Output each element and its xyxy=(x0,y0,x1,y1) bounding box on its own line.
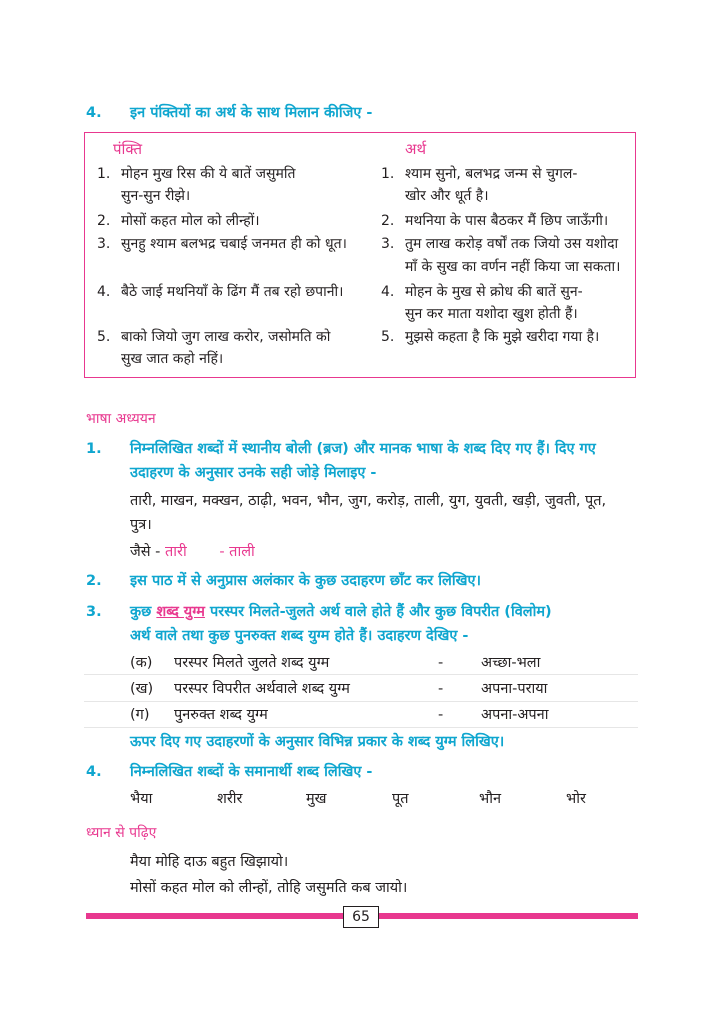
q3-row-kha-dash: - xyxy=(438,681,444,697)
example-word-b: - ताली xyxy=(219,544,255,560)
divider xyxy=(84,701,638,702)
item-number: 1. xyxy=(97,166,111,182)
footer-bar-left xyxy=(86,913,343,919)
q4-number: 4. xyxy=(86,764,102,780)
column-heading-pankti: पंक्ति xyxy=(113,140,142,158)
q1-words-line1: तारी, माखन, मक्खन, ठाढ़ी, भवन, भौन, जुग, करोड़, ताली, युग, युवती, खड़ी, जुवती, पूत, xyxy=(130,493,607,509)
item-text: बाको जियो जुग लाख करोर, जसोमति को xyxy=(121,329,331,345)
q4-word-4: पूत xyxy=(392,791,409,807)
q4-top-number: 4. xyxy=(86,105,102,121)
q3-number: 3. xyxy=(86,604,102,620)
q4-top-heading: इन पंक्तियों का अर्थ के साथ मिलान कीजिए - xyxy=(130,105,373,121)
q3-row-ga-dash: - xyxy=(438,707,444,723)
q4-word-6: भोर xyxy=(566,791,586,807)
q4-word-5: भौन xyxy=(479,791,501,807)
q3-row-ka-example: अच्छा-भला xyxy=(481,655,541,671)
left-item-2 xyxy=(97,210,260,232)
section-title-bhasha: भाषा अध्ययन xyxy=(86,411,156,427)
q1-number: 1. xyxy=(86,441,102,457)
q3-row-kha-example: अपना-पराया xyxy=(481,681,548,697)
left-item-5 xyxy=(97,326,330,348)
item-number: 2. xyxy=(381,213,395,229)
q3-row-ka xyxy=(130,651,329,675)
shabd-yugm-link[interactable]: शब्द युग्म xyxy=(156,604,205,620)
dhyan-line-1: मैया मोहि दाऊ बहुत खिझायो। xyxy=(130,854,289,870)
example-label: जैसे - xyxy=(130,544,161,560)
q3-line1-start: कुछ xyxy=(130,604,152,620)
page-number: 65 xyxy=(343,906,379,928)
item-text: सुनहु श्याम बलभद्र चबाई जनमत ही को धूत। xyxy=(121,236,347,252)
row-desc: पुनरुक्त शब्द युग्म xyxy=(174,707,268,723)
item-number: 4. xyxy=(97,284,111,300)
right-item-3 xyxy=(381,233,618,255)
item-text: मोहन के मुख से क्रोध की बातें सुन- xyxy=(405,284,583,300)
row-desc: परस्पर विपरीत अर्थवाले शब्द युग्म xyxy=(174,681,350,697)
item-number: 5. xyxy=(381,329,395,345)
item-number: 1. xyxy=(381,166,395,182)
divider xyxy=(84,727,638,728)
q1-example xyxy=(130,540,255,564)
dhyan-line-2: मोसों कहत मोल को लीन्हों, तोहि जसुमति कब जायो। xyxy=(130,880,408,896)
q4-text: निम्नलिखित शब्दों के समानार्थी शब्द लिखिए - xyxy=(130,764,373,780)
q4-word-3: मुख xyxy=(306,791,327,807)
example-word-a: तारी xyxy=(165,544,187,560)
q3-row-ga-example: अपना-अपना xyxy=(481,707,549,723)
divider xyxy=(84,674,638,675)
q2-text: इस पाठ में से अनुप्रास अलंकार के कुछ उदाहरण छाँट कर लिखिए। xyxy=(130,573,481,589)
row-label: (क) xyxy=(130,655,153,671)
item-text: मोहन मुख रिस की ये बातें जसुमति xyxy=(121,166,296,182)
item-number: 4. xyxy=(381,284,395,300)
q3-line1-rest: परस्पर मिलते-जुलते अर्थ वाले होते हैं और कुछ विपरीत (विलोम) xyxy=(210,604,552,620)
item-text: श्याम सुनो, बलभद्र जन्म से चुगल- xyxy=(405,166,578,182)
q3-row-kha xyxy=(130,677,350,701)
matching-table xyxy=(84,132,636,378)
right-item-1-cont: खोर और धूर्त है। xyxy=(405,188,489,204)
right-item-4 xyxy=(381,281,583,303)
right-item-5 xyxy=(381,326,599,348)
item-number: 3. xyxy=(97,236,111,252)
q1-line2: उदाहरण के अनुसार उनके सही जोड़े मिलाइए - xyxy=(130,465,377,481)
q1-line1: निम्नलिखित शब्दों में स्थानीय बोली (ब्रज) और मानक भाषा के शब्द दिए गए हैं। दिए गए xyxy=(130,441,596,457)
left-item-1-cont: सुन-सुन रीझे। xyxy=(121,188,191,204)
right-item-1 xyxy=(381,163,577,185)
q3-row-ka-dash: - xyxy=(438,655,444,671)
left-item-5-cont: सुख जात कहो नहिं। xyxy=(121,351,224,367)
column-heading-arth: अर्थ xyxy=(405,140,427,158)
section-title-dhyan: ध्यान से पढ़िए xyxy=(86,825,157,841)
q4-word-1: भैया xyxy=(130,791,153,807)
row-label: (ख) xyxy=(130,681,154,697)
footer-bar-right xyxy=(377,913,638,919)
row-desc: परस्पर मिलते जुलते शब्द युग्म xyxy=(174,655,330,671)
row-label: (ग) xyxy=(130,707,150,723)
q4-word-2: शरीर xyxy=(217,791,243,807)
item-number: 3. xyxy=(381,236,395,252)
item-text: मुझसे कहता है कि मुझे खरीदा गया है। xyxy=(405,329,600,345)
q1-words-line2: पुत्र। xyxy=(130,517,152,533)
q3-instruction: ऊपर दिए गए उदाहरणों के अनुसार विभिन्न प्रकार के शब्द युग्म लिखिए। xyxy=(130,734,505,750)
item-text: मथनिया के पास बैठकर मैं छिप जाऊँगी। xyxy=(405,213,609,229)
right-item-4-cont: सुन कर माता यशोदा खुश होती हैं। xyxy=(405,306,578,322)
q3-line1 xyxy=(130,600,552,624)
left-item-3 xyxy=(97,233,347,255)
q3-row-ga xyxy=(130,703,268,727)
item-text: बैठे जाई मथनियाँ के ढिंग मैं तब रहो छपानी। xyxy=(121,284,344,300)
right-item-2 xyxy=(381,210,608,232)
left-item-4 xyxy=(97,281,343,303)
right-item-3-cont: माँ के सुख का वर्णन नहीं किया जा सकता। xyxy=(405,259,621,275)
item-number: 2. xyxy=(97,213,111,229)
item-text: मोसों कहत मोल को लीन्हों। xyxy=(121,213,260,229)
left-item-1 xyxy=(97,163,295,185)
item-text: तुम लाख करोड़ वर्षों तक जियो उस यशोदा xyxy=(405,236,619,252)
q3-line2: अर्थ वाले तथा कुछ पुनरुक्त शब्द युग्म होते हैं। उदाहरण देखिए - xyxy=(130,628,469,644)
item-number: 5. xyxy=(97,329,111,345)
q2-number: 2. xyxy=(86,573,102,589)
